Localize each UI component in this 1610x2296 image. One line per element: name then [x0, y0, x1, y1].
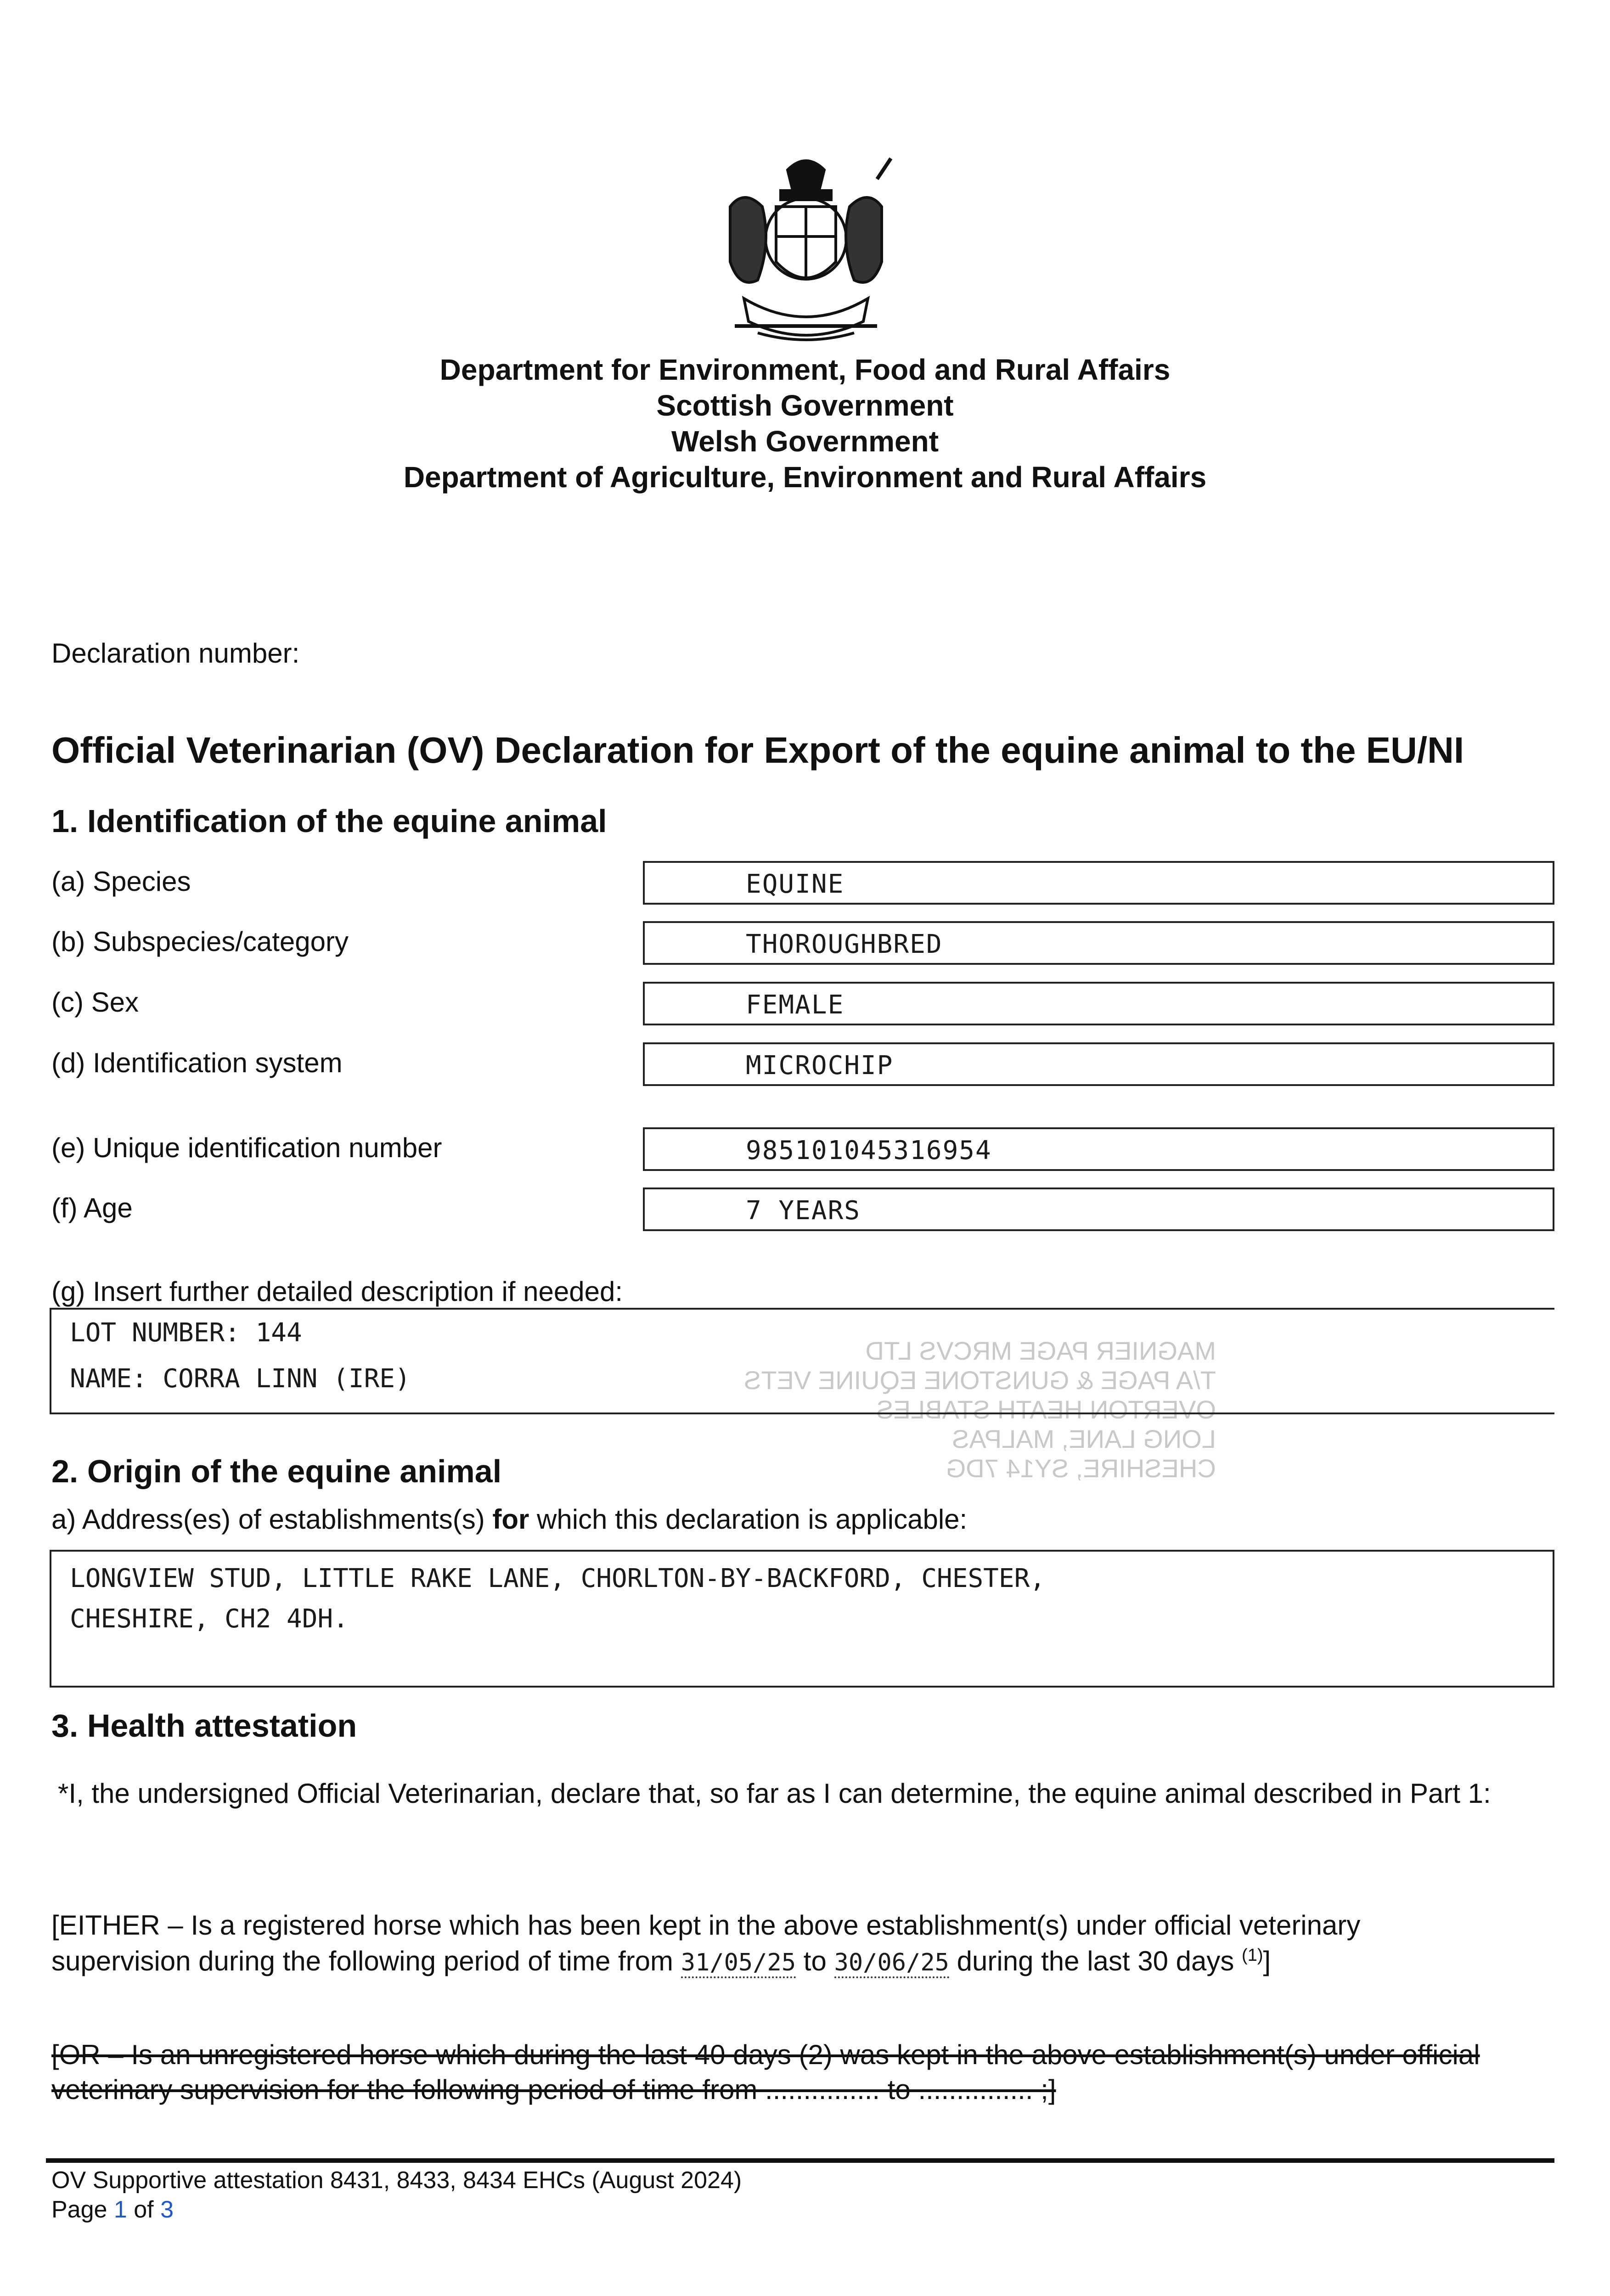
- subspecies-label: (b) Subspecies/category: [51, 926, 349, 957]
- subspecies-field[interactable]: [643, 921, 1554, 965]
- either-clause-line-2: supervision during the following period of time from 31/05/25 to 30/06/25 during the last 30 days $^{(1)}$]: [51, 1945, 1271, 1977]
- age-field[interactable]: [643, 1187, 1554, 1231]
- age-value: 7 YEARS: [746, 1196, 861, 1226]
- section1-heading: 1. Identification of the equine animal: [51, 803, 607, 839]
- bleed-through-stamp: MAGNIER PAGE MRCVS LTD T/A PAGE & GUNSTONE EQUINE VETS OVERTON HEATH STABLES LONG LANE, MALPAS CHESHIRE, SY14 7DG: [744, 1336, 1216, 1483]
- subspecies-value: THOROUGHBRED: [746, 929, 943, 959]
- address-line-2: CHESHIRE, CH2 4DH.: [70, 1604, 349, 1634]
- id-system-label: (d) Identification system: [51, 1047, 343, 1078]
- horse-name-text: NAME: CORRA LINN (IRE): [70, 1364, 411, 1394]
- sex-value: FEMALE: [746, 990, 844, 1020]
- id-system-value: MICROCHIP: [746, 1051, 894, 1080]
- section3-heading: 3. Health attestation: [51, 1708, 357, 1744]
- age-label: (f) Age: [51, 1193, 133, 1223]
- section2-heading: 2. Origin of the equine animal: [51, 1453, 502, 1489]
- department-welsh-gov: Welsh Government: [671, 425, 939, 458]
- further-description-label: (g) Insert further detailed description if needed:: [51, 1276, 623, 1307]
- address-field[interactable]: [50, 1550, 1554, 1688]
- or-clause-line-2: veterinary supervision for the following period of time from ............... to ............... ;]: [51, 2074, 1056, 2105]
- department-scottish-gov: Scottish Government: [656, 389, 954, 422]
- sex-field[interactable]: [643, 982, 1554, 1025]
- id-system-field[interactable]: [643, 1042, 1554, 1086]
- further-description-field[interactable]: [50, 1308, 1554, 1414]
- department-defra: Department for Environment, Food and Rural Affairs: [439, 353, 1171, 386]
- species-label: (a) Species: [51, 866, 191, 897]
- species-field[interactable]: [643, 861, 1554, 905]
- unique-id-label: (e) Unique identification number: [51, 1132, 442, 1163]
- lot-number-text: LOT NUMBER: 144: [70, 1318, 302, 1348]
- footer-divider: [46, 2158, 1554, 2163]
- species-value: EQUINE: [746, 869, 844, 899]
- health-attestation-intro: *I, the undersigned Official Veterinarian, declare that, so far as I can determine, the equine animal described in Part 1:: [58, 1778, 1491, 1809]
- unique-id-field[interactable]: [643, 1127, 1554, 1171]
- department-daera: Department of Agriculture, Environment and Rural Affairs: [403, 461, 1207, 494]
- footer-reference: OV Supportive attestation 8431, 8433, 8434 EHCs (August 2024): [51, 2167, 742, 2194]
- period-to-value[interactable]: 30/06/25: [834, 1949, 949, 1978]
- address-label: a) Address(es) of establishments(s) for which this declaration is applicable:: [51, 1504, 968, 1535]
- either-clause-line-1: [EITHER – Is a registered horse which has been kept in the above establishment(s) under official veterinary: [51, 1910, 1361, 1941]
- declaration-number-label: Declaration number:: [51, 638, 300, 669]
- page-number: Page 1 of 3: [51, 2196, 174, 2223]
- page-title: Official Veterinarian (OV) Declaration for Export of the equine animal to the EU/NI: [51, 730, 1464, 771]
- or-clause-line-1: [OR – Is an unregistered horse which during the last 40 days (2) was kept in the above establishment(s) under official: [51, 2039, 1480, 2070]
- royal-coat-of-arms-logo: [703, 152, 909, 344]
- period-from-value[interactable]: 31/05/25: [681, 1949, 796, 1978]
- sex-label: (c) Sex: [51, 987, 139, 1018]
- unique-id-value: 985101045316954: [746, 1136, 992, 1165]
- address-line-1: LONGVIEW STUD, LITTLE RAKE LANE, CHORLTON-BY-BACKFORD, CHESTER,: [70, 1564, 1046, 1593]
